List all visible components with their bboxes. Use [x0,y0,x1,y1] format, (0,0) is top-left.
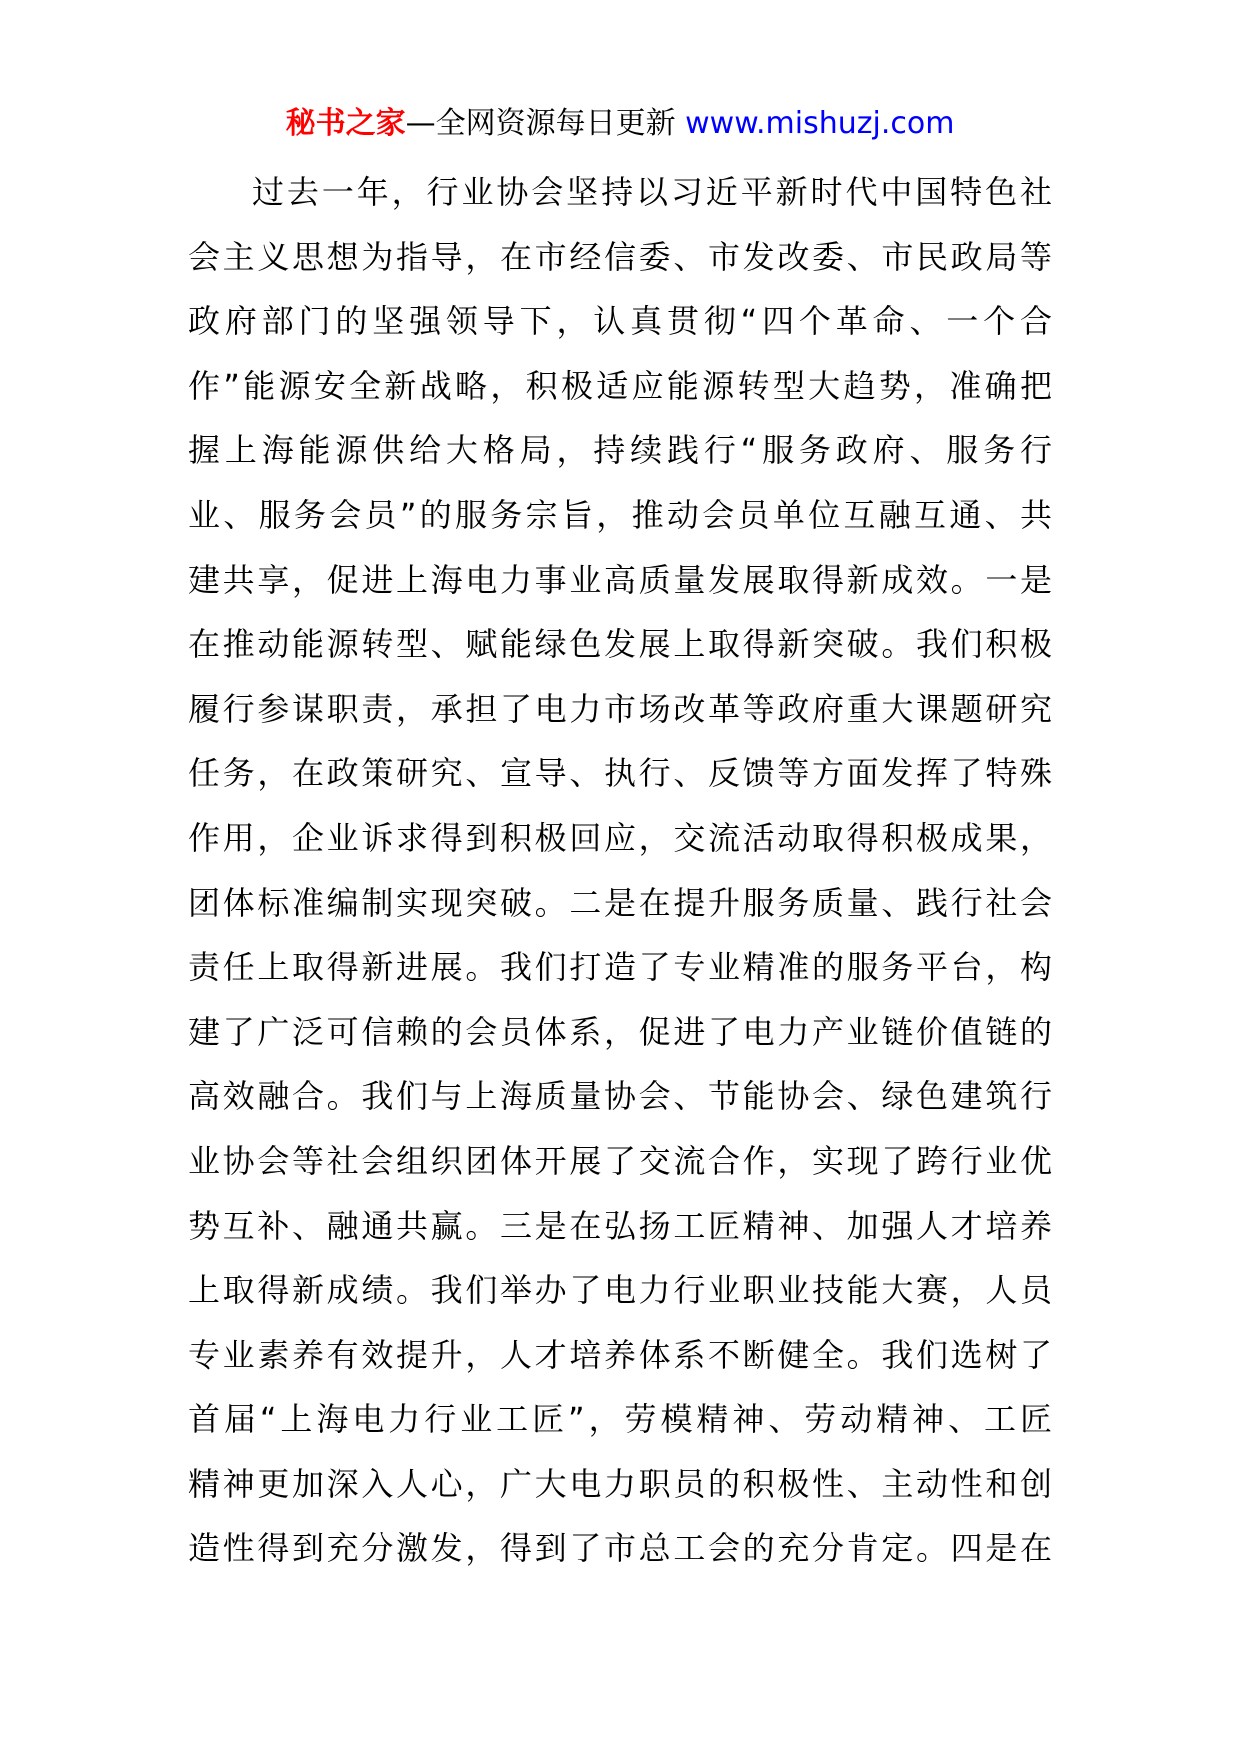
paragraph-line: 高效融合。我们与上海质量协会、节能协会、绿色建筑行 [188,1077,1052,1116]
paragraph-line: 在推动能源转型、赋能绿色发展上取得新突破。我们积极 [188,625,1052,664]
paragraph-line: 握上海能源供给大格局，持续践行“服务政府、服务行 [188,431,1052,470]
paragraph-line: 作”能源安全新战略，积极适应能源转型大趋势，准确把 [188,366,1052,405]
header-tagline: —全网资源每日更新 [405,106,686,141]
paragraph-line: 上取得新成绩。我们举办了电力行业职业技能大赛，人员 [188,1271,1052,1310]
paragraph-line: 任务，在政策研究、宣导、执行、反馈等方面发挥了特殊 [188,754,1052,793]
paragraph-line: 业协会等社会组织团体开展了交流合作，实现了跨行业优 [188,1141,1052,1180]
paragraph-line: 专业素养有效提升，人才培养体系不断健全。我们选树了 [188,1335,1052,1374]
paragraph-line: 政府部门的坚强领导下，认真贯彻“四个革命、一个合 [188,302,1052,341]
paragraph-line: 势互补、融通共赢。三是在弘扬工匠精神、加强人才培养 [188,1206,1052,1245]
paragraph-line: 造性得到充分激发，得到了市总工会的充分肯定。四是在 [188,1529,1052,1568]
header-url-link[interactable]: www.mishuzj.com [685,106,955,141]
paragraph-line: 首届“上海电力行业工匠”，劳模精神、劳动精神、工匠 [188,1400,1052,1439]
paragraph-line: 会主义思想为指导，在市经信委、市发改委、市民政局等 [188,237,1052,276]
paragraph-line: 过去一年，行业协会坚持以习近平新时代中国特色社 [252,173,1052,211]
page-header [0,102,1240,146]
paragraph-line: 履行参谋职责，承担了电力市场改革等政府重大课题研究 [188,689,1052,728]
paragraph-line: 建共享，促进上海电力事业高质量发展取得新成效。一是 [188,560,1052,599]
paragraph-line: 精神更加深入人心，广大电力职员的积极性、主动性和创 [188,1464,1052,1503]
paragraph-line: 团体标准编制实现突破。二是在提升服务质量、践行社会 [188,883,1052,922]
paragraph-line: 业、服务会员”的服务宗旨，推动会员单位互融互通、共 [188,495,1052,534]
paragraph-line: 作用，企业诉求得到积极回应，交流活动取得积极成果， [188,818,1052,857]
paragraph-line: 建了广泛可信赖的会员体系，促进了电力产业链价值链的 [188,1012,1052,1051]
header-brand: 秘书之家 [285,106,406,141]
body-paragraph [188,160,1052,1581]
paragraph-line: 责任上取得新进展。我们打造了专业精准的服务平台，构 [188,948,1052,987]
